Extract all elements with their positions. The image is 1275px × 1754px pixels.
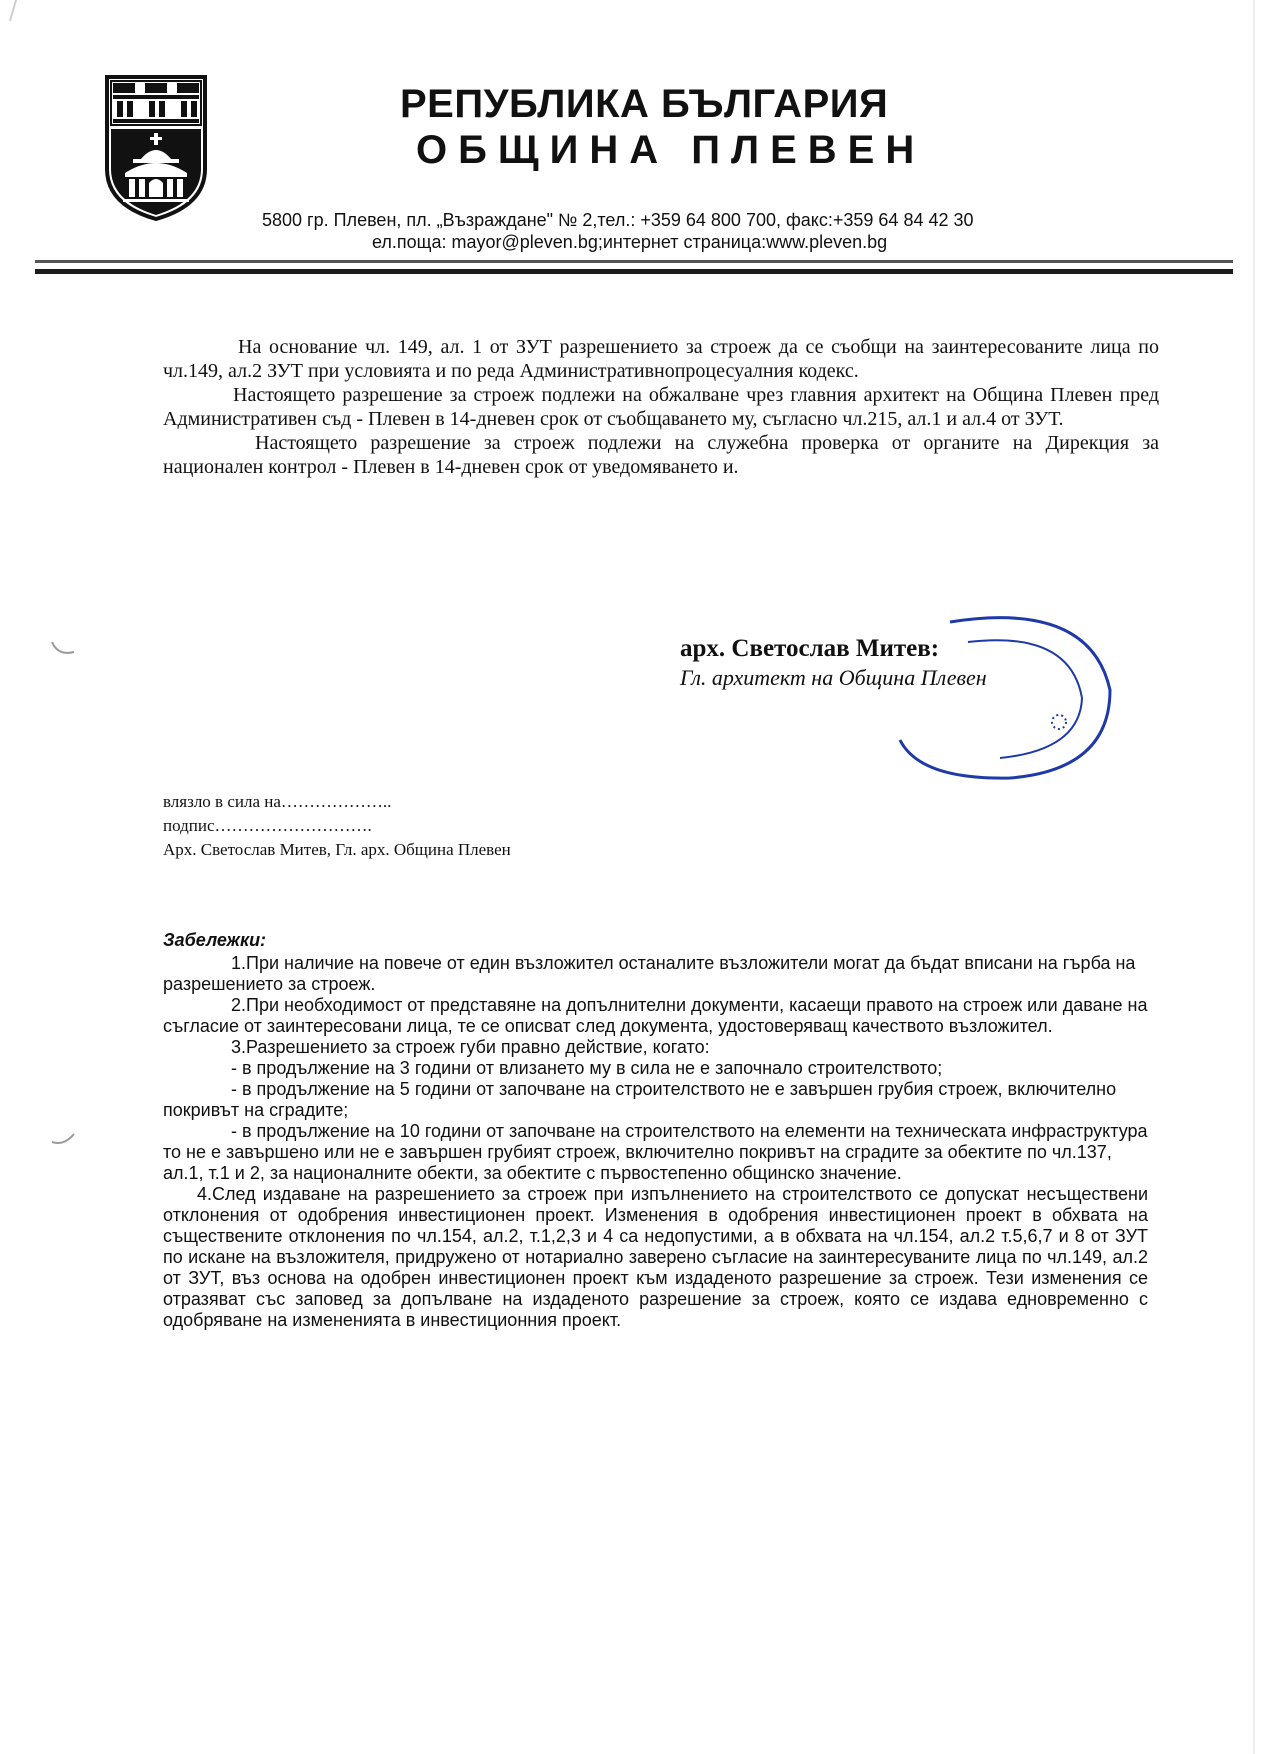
in-force-date-line: влязло в сила на……………….. [163, 792, 392, 811]
punch-hole-mark [50, 1130, 76, 1148]
paragraph-inspection: Настоящето разрешение за строеж подлежи на служебна проверка от органите на Дирекция за национален контрол - Плевен в 14-дневен срок от уведомяването и. [163, 432, 1159, 478]
header-divider-thick [35, 269, 1233, 274]
note-4: 4.След издаване на разрешението за строеж при изпълнението на строителството се допускат несъществени отклонения от одобрения инвестиционен проект. Изменения в одобрения инвестиционен проект в обхвата на съществените отклонения по чл.154, ал.2, т.1,2,3 и 4 са недопустими, а в обхвата на чл.154, ал.2 т.5,6,7 и 8 от ЗУТ по искане на възложителя, придружено от нотариално заверено съгласие на заинтересуваните лица по чл.149, ал.2 от ЗУТ, въз основа на одобрен инвестиционен проект към издаденото разрешение за строеж. Тези изменения се отразяват със заповед за допълване на издаденото разрешение за строеж, която се издава едновременно с одобряване на измененията в инвестиционния проект. [163, 1184, 1148, 1330]
republic-title: РЕПУБЛИКА БЪЛГАРИЯ [400, 82, 889, 126]
punch-hole-mark [50, 640, 76, 658]
note-3: 3.Разрешението за строеж губи правно действие, когато: [231, 1037, 710, 1057]
scan-artifact [9, 0, 44, 21]
note-1: 1.При наличие на повече от един възложител останалите възложители могат да бъдат вписани на гърба на разрешението за строеж. [163, 953, 1136, 994]
signature-line: подпис………………………. [163, 816, 372, 835]
header-divider-thin [35, 260, 1233, 263]
address-line: 5800 гр. Плевен, пл. „Възраждане" № 2,тел.: +359 64 800 700, факс:+359 64 84 42 30 [262, 210, 974, 230]
note-2: 2.При необходимост от представяне на допълнителни документи, касаещи правото на строеж или даване на съгласие от заинтересовани лица, те се описват след документа, удостоверяващ качеството възложител. [163, 995, 1148, 1036]
letterhead-title [400, 82, 1060, 174]
email-web-line: ел.поща: mayor@pleven.bg;интернет страница:www.pleven.bg [372, 232, 888, 252]
entry-into-force-block [163, 790, 511, 862]
notes-heading: Забележки: [163, 930, 267, 950]
pleven-coat-of-arms-icon [103, 73, 209, 221]
letterhead-contacts [262, 209, 1102, 253]
paragraph-appeal: Настоящето разрешение за строеж подлежи на обжалване чрез главния архитект на Община Плевен пред Административен съд - Плевен в 14-дневен срок от съобщаването му, съгласно чл.215, ал.1 и ал.4 от ЗУТ. [163, 384, 1159, 430]
signatory-line: Арх. Светослав Митев, Гл. арх. Община Плевен [163, 840, 511, 859]
notes-section [163, 930, 1148, 1331]
main-body [163, 335, 1159, 479]
note-3b: - в продължение на 5 години от започване на строителството не е завършен грубия строеж, включително покривът на сградите; [163, 1079, 1117, 1120]
signatory-title: Гл. архитект на Община Плевен [680, 665, 987, 690]
page-edge [1253, 0, 1255, 1754]
municipality-title: ОБЩИНА ПЛЕВЕН [416, 128, 926, 172]
note-3a: - в продължение на 3 години от влизането му в сила не е започнало строителството; [231, 1058, 943, 1078]
paragraph-notification: На основание чл. 149, ал. 1 от ЗУТ разрешението за строеж да се съобщи на заинтересованите лица по чл.149, ал.2 ЗУТ при условията и по реда Административнопроцесуалния кодекс. [163, 336, 1159, 382]
note-3c: - в продължение на 10 години от започване на строителството на елементи на техническата инфраструктура то не е завършено или не е завършен грубият строеж, включително покривът на сградите за обектите по чл.137, ал.1, т.1 и 2, за националните обекти, за обектите с първостепенно общинско значение. [163, 1121, 1148, 1183]
signatory-name: арх. Светослав Митев: [680, 635, 940, 662]
